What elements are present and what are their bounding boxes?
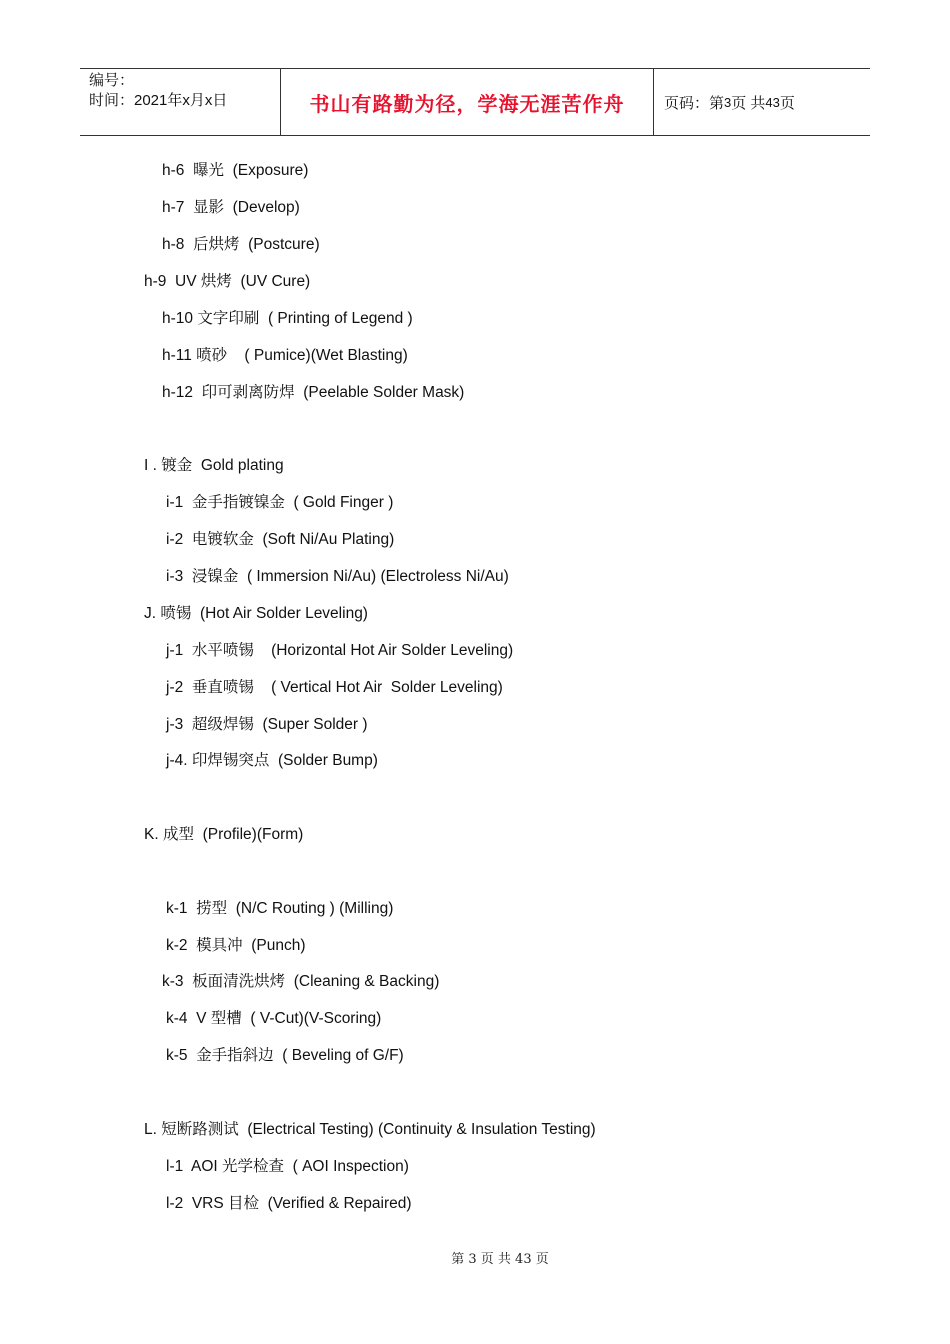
section-heading: L. 短断路测试 (Electrical Testing) (Continuity & Insulation Testing): [144, 1121, 596, 1138]
list-item: i-3 浸镍金 ( Immersion Ni/Au) (Electroless Ni/Au): [166, 568, 509, 585]
list-item: i-2 电镀软金 (Soft Ni/Au Plating): [166, 531, 395, 548]
date-label: 时间：2021年x月x日: [89, 92, 228, 109]
list-item: k-4 V 型槽 ( V-Cut)(V-Scoring): [166, 1010, 382, 1027]
list-item: h-12 印可剥离防焊 (Peelable Solder Mask): [162, 384, 465, 401]
section-heading: I . 镀金 Gold plating: [144, 457, 284, 474]
list-item: j-4. 印焊锡突点 (Solder Bump): [166, 752, 378, 769]
list-item: j-2 垂直喷锡 ( Vertical Hot Air Solder Leveling): [166, 679, 503, 696]
page-prefix: 页码：第: [664, 94, 725, 112]
section-heading: K. 成型 (Profile)(Form): [144, 826, 304, 843]
list-item: h-9 UV 烘烤 (UV Cure): [144, 273, 311, 290]
list-item: h-6 曝光 (Exposure): [162, 162, 309, 179]
list-item: k-5 金手指斜边 ( Beveling of G/F): [166, 1047, 404, 1064]
motto-text: 书山有路勤为径，学海无涯苦作舟: [309, 93, 625, 116]
page-header: [80, 68, 870, 136]
list-item: h-7 显影 (Develop): [162, 199, 300, 216]
code-label: 编号：: [89, 72, 135, 89]
header-page-info: [654, 69, 870, 135]
list-item: h-10 文字印刷 ( Printing of Legend ): [162, 310, 413, 327]
header-meta: [80, 69, 281, 135]
list-item: j-1 水平喷锡 (Horizontal Hot Air Solder Leveling): [166, 642, 514, 659]
list-item: h-8 后烘烤 (Postcure): [162, 236, 320, 253]
list-item: k-1 捞型 (N/C Routing ) (Milling): [166, 900, 394, 917]
list-item: k-3 板面清洗烘烤 (Cleaning & Backing): [162, 973, 440, 990]
header-motto: [281, 69, 654, 135]
page-current: 3: [724, 94, 732, 110]
section-heading: J. 喷锡 (Hot Air Solder Leveling): [144, 605, 368, 622]
list-item: l-1 AOI 光学检查 ( AOI Inspection): [166, 1158, 409, 1175]
page-suffix: 页: [779, 94, 795, 112]
list-item: k-2 模具冲 (Punch): [166, 937, 306, 954]
list-item: l-2 VRS 目检 (Verified & Repaired): [166, 1195, 412, 1212]
list-item: h-11 喷砂 ( Pumice)(Wet Blasting): [162, 347, 408, 364]
page-total: 43: [765, 94, 780, 110]
page-mid: 页 共: [731, 94, 766, 112]
page-footer: 第 3 页 共 43 页: [451, 1252, 549, 1267]
list-item: j-3 超级焊锡 (Super Solder ): [166, 716, 368, 733]
list-item: i-1 金手指镀镍金 ( Gold Finger ): [166, 494, 394, 511]
